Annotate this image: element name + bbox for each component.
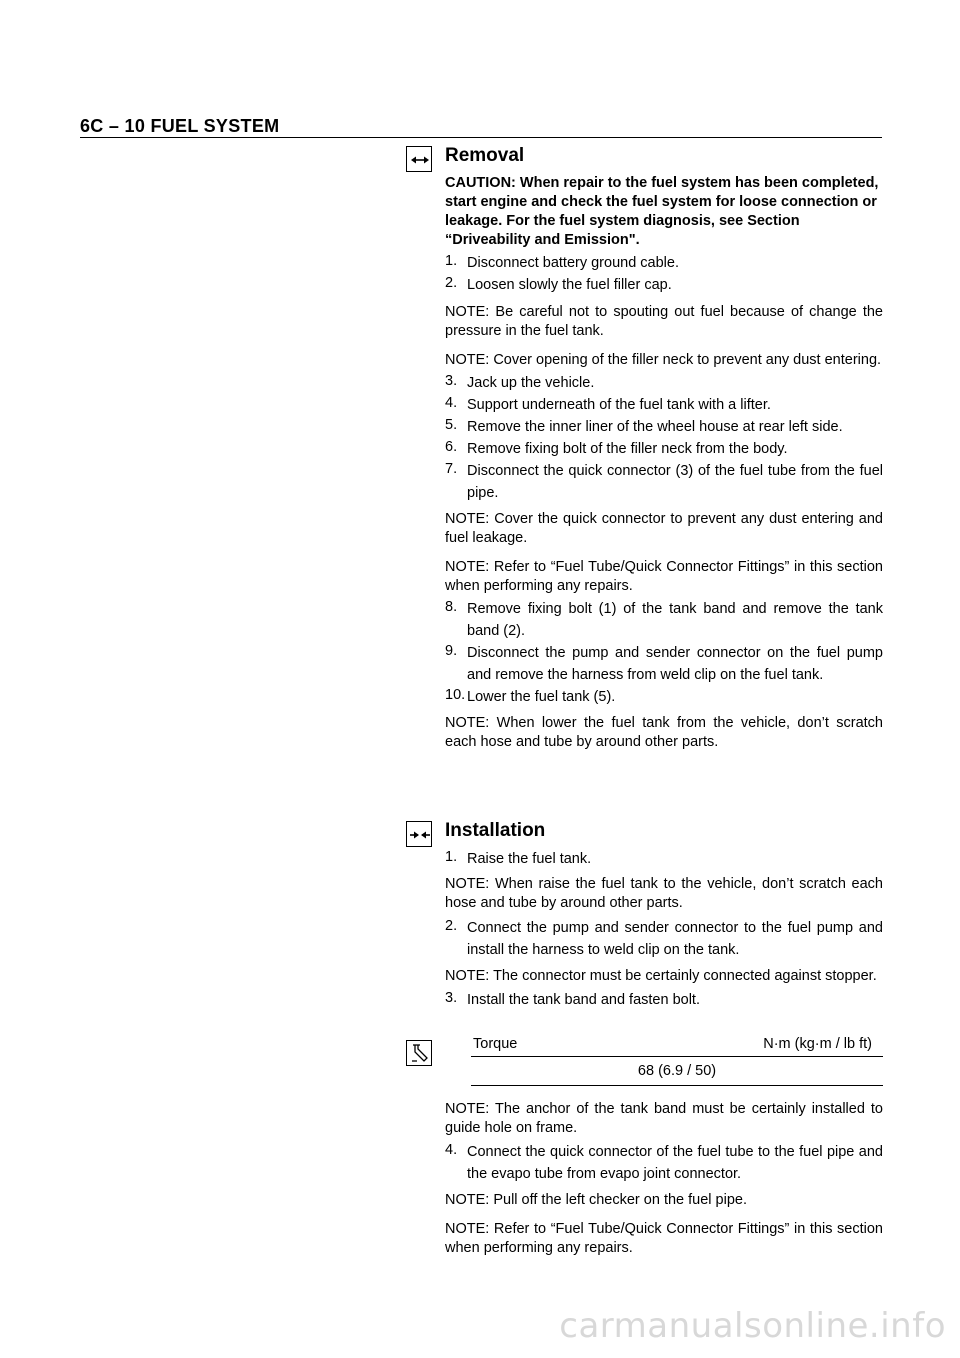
list-item: 3. Install the tank band and fasten bolt. [445, 990, 700, 1008]
list-item: 1. Disconnect battery ground cable. [445, 253, 679, 271]
note: NOTE: Refer to “Fuel Tube/Quick Connector Fittings” in this section when performing any repairs. [445, 1221, 883, 1256]
installation-arrows-inward-icon [406, 821, 432, 847]
list-item: 2. Connect the pump and sender connector to the fuel pump and install the harness to weld clip on the tank. [445, 918, 883, 958]
list-item: 6. Remove fixing bolt of the filler neck from the body. [445, 439, 788, 457]
caution-note: CAUTION: When repair to the fuel system has been completed, start engine and check the fuel system for loose connection or leakage. For the fuel system diagnosis, see Section “Driveability and Emission". [445, 175, 879, 248]
installation-title: Installation [445, 820, 546, 841]
list-item: 3. Jack up the vehicle. [445, 373, 595, 391]
note: NOTE: Pull off the left checker on the fuel pipe. [445, 1192, 747, 1208]
note: NOTE: Be careful not to spouting out fuel because of change the pressure in the fuel tank. [445, 304, 883, 339]
list-item: 10. Lower the fuel tank (5). [445, 687, 616, 705]
removal-arrows-outward-icon [406, 146, 432, 172]
torque-header [471, 1034, 883, 1056]
torque-table [471, 1034, 883, 1086]
header-rule [80, 137, 882, 138]
installation-section-continued [445, 1100, 883, 1258]
page-header-title: 6C – 10 FUEL SYSTEM [80, 116, 280, 136]
note: NOTE: When lower the fuel tank from the vehicle, don’t scratch each hose and tube by around other parts. [445, 715, 883, 750]
watermark: carmanualsonline.info [559, 1306, 946, 1346]
torque-wrench-icon [406, 1040, 432, 1066]
torque-label: Torque [473, 1036, 518, 1052]
note: NOTE: Cover the quick connector to prevent any dust entering and fuel leakage. [445, 511, 883, 546]
list-item: 1. Raise the fuel tank. [445, 849, 592, 867]
list-item: 5. Remove the inner liner of the wheel house at rear left side. [445, 417, 843, 435]
list-item: 8. Remove fixing bolt (1) of the tank band and remove the tank band (2). [445, 599, 883, 639]
list-item: 9. Disconnect the pump and sender connector on the fuel pump and remove the harness from weld clip on the fuel tank. [445, 643, 883, 683]
removal-title: Removal [445, 145, 525, 166]
note: NOTE: The anchor of the tank band must be certainly installed to guide hole on frame. [445, 1101, 883, 1136]
list-item: 7. Disconnect the quick connector (3) of the fuel tube from the fuel pipe. [445, 461, 883, 501]
list-item: 2. Loosen slowly the fuel filler cap. [445, 275, 672, 293]
divider [471, 1085, 883, 1086]
removal-section [445, 145, 883, 752]
note: NOTE: When raise the fuel tank to the vehicle, don’t scratch each hose and tube by around other parts. [445, 876, 883, 911]
installation-section [445, 820, 883, 1011]
torque-value: 68 (6.9 / 50) [637, 1063, 717, 1079]
note: NOTE: Cover opening of the filler neck to prevent any dust entering. [445, 352, 882, 368]
note: NOTE: Refer to “Fuel Tube/Quick Connector Fittings” in this section when performing any repairs. [445, 559, 883, 594]
torque-unit: N·m (kg·m / lb ft) [763, 1036, 872, 1052]
list-item: 4. Support underneath of the fuel tank with a lifter. [445, 395, 771, 413]
list-item: 4. Connect the quick connector of the fuel tube to the fuel pipe and the evapo tube from evapo joint connector. [445, 1142, 883, 1182]
note: NOTE: The connector must be certainly connected against stopper. [445, 968, 877, 984]
